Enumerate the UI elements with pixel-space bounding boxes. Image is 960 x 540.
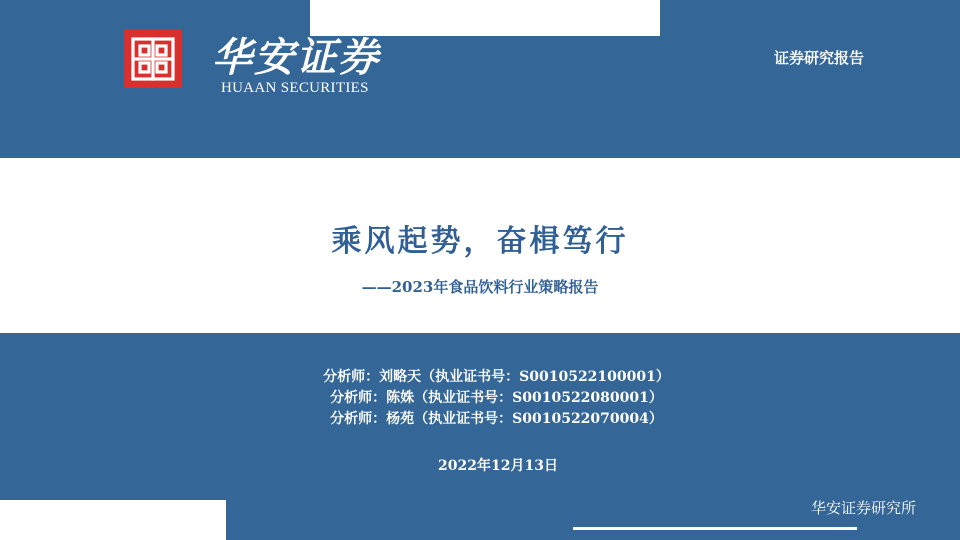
huaan-logo-icon xyxy=(124,30,182,88)
analyst-line: 分析师：陈姝（执业证书号：S0010522080001） xyxy=(330,390,663,406)
report-subtitle: ——2023年食品饮料行业策略报告 xyxy=(361,278,599,296)
report-date: 2022年12月13日 xyxy=(438,458,558,474)
report-title: 乘风起势，奋楫笃行 xyxy=(331,224,629,259)
analyst-list xyxy=(0,367,960,430)
report-type-label: 证券研究报告 xyxy=(773,49,864,67)
huaan-knot-logo-icon xyxy=(124,30,182,88)
logo-english-name: HUAAN SECURITIES xyxy=(221,80,369,96)
analyst-line: 分析师：刘略天（执业证书号：S0010522100001） xyxy=(323,369,670,385)
footer-divider xyxy=(573,527,857,530)
footer-corner-block xyxy=(0,500,226,540)
institute-name: 华安证券研究所 xyxy=(810,499,916,517)
analyst-line: 分析师：杨苑（执业证书号：S0010522070004） xyxy=(330,411,663,427)
logo-chinese-name: 华安证券 xyxy=(212,34,380,81)
